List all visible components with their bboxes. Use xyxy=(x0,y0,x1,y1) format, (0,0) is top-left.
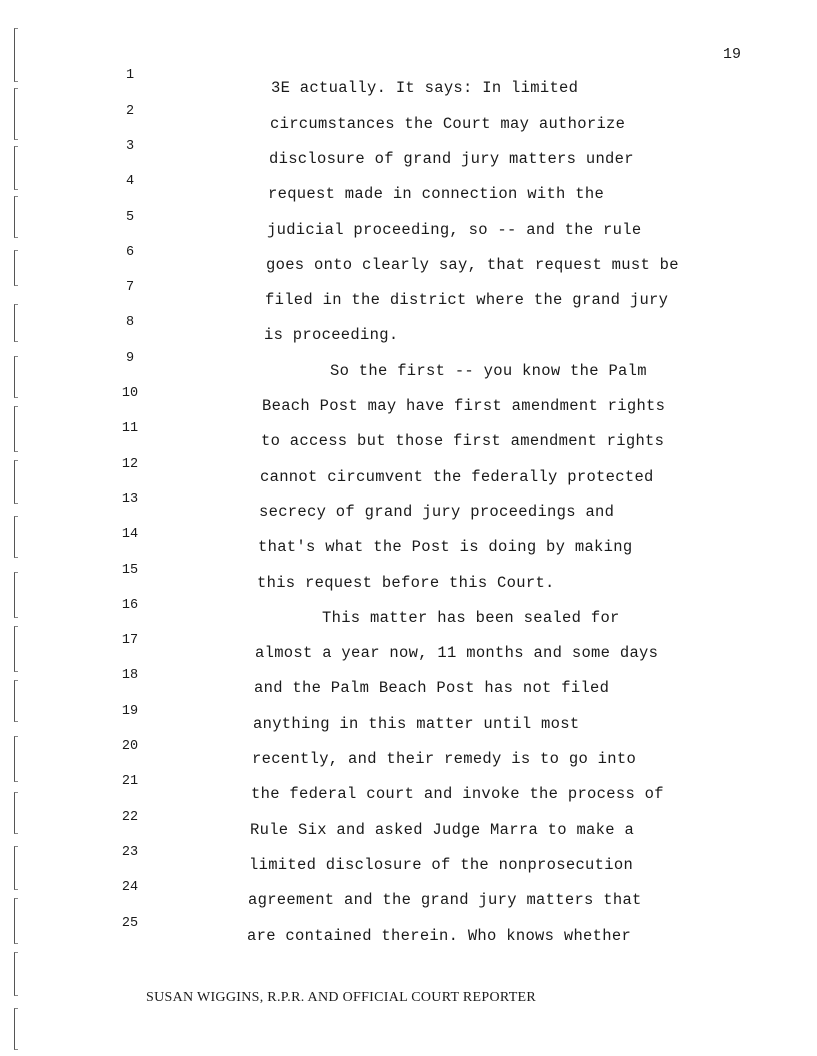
line-text: are contained therein. Who knows whether xyxy=(247,927,632,945)
line-number: 17 xyxy=(121,633,139,648)
line-number: 10 xyxy=(121,386,139,401)
transcript-line xyxy=(0,208,817,239)
transcript-line xyxy=(0,914,817,945)
page-footer: SUSAN WIGGINS, R.P.R. AND OFFICIAL COURT REPORTER xyxy=(146,990,537,1005)
line-number: 13 xyxy=(121,492,139,507)
transcript-line xyxy=(0,349,817,380)
line-number: 23 xyxy=(121,845,139,860)
line-text: Rule Six and asked Judge Marra to make a xyxy=(250,821,635,839)
line-number: 2 xyxy=(125,104,135,119)
transcript-line xyxy=(0,384,817,415)
transcript-line xyxy=(0,243,817,274)
transcript-line xyxy=(0,455,817,486)
transcript-line xyxy=(0,737,817,768)
transcript-line xyxy=(0,631,817,662)
transcript-line xyxy=(0,525,817,556)
line-text: disclosure of grand jury matters under xyxy=(269,150,634,168)
line-text: cannot circumvent the federally protected xyxy=(260,468,654,486)
line-number: 18 xyxy=(121,668,139,683)
transcript-line xyxy=(0,102,817,133)
line-text: agreement and the grand jury matters that xyxy=(248,891,642,909)
transcript-line xyxy=(0,808,817,839)
line-text: Beach Post may have first amendment rights xyxy=(262,397,666,415)
line-number: 9 xyxy=(125,351,135,366)
transcript-line xyxy=(0,278,817,309)
transcript-line xyxy=(0,313,817,344)
transcript-line xyxy=(0,702,817,733)
transcript-line xyxy=(0,772,817,803)
line-number: 15 xyxy=(121,563,139,578)
line-number: 11 xyxy=(121,421,139,436)
line-text: the federal court and invoke the process of xyxy=(251,785,664,803)
line-text: secrecy of grand jury proceedings and xyxy=(259,503,615,521)
transcript-line xyxy=(0,843,817,874)
line-text: goes onto clearly say, that request must be xyxy=(266,256,679,274)
line-text: this request before this Court. xyxy=(257,574,555,592)
line-text: and the Palm Beach Post has not filed xyxy=(254,679,610,697)
line-number: 22 xyxy=(121,810,139,825)
line-text: that's what the Post is doing by making xyxy=(258,538,633,556)
line-number: 16 xyxy=(121,598,139,613)
binding-mark xyxy=(14,952,18,996)
transcript-line xyxy=(0,878,817,909)
line-text: filed in the district where the grand jury xyxy=(265,291,669,309)
line-text: anything in this matter until most xyxy=(253,715,580,733)
transcript-line xyxy=(0,172,817,203)
line-number: 19 xyxy=(121,704,139,719)
binding-mark xyxy=(14,1008,18,1050)
line-text: This matter has been sealed for xyxy=(322,609,620,627)
line-text: So the first -- you know the Palm xyxy=(330,362,647,380)
line-number: 4 xyxy=(125,174,135,189)
line-text: is proceeding. xyxy=(264,326,399,344)
transcript-line xyxy=(0,561,817,592)
line-number: 24 xyxy=(121,880,139,895)
transcript-line xyxy=(0,666,817,697)
transcript-line xyxy=(0,596,817,627)
line-number: 1 xyxy=(125,68,135,83)
line-number: 6 xyxy=(125,245,135,260)
line-text: limited disclosure of the nonprosecution xyxy=(249,856,634,874)
transcript-line xyxy=(0,66,817,97)
line-text: almost a year now, 11 months and some days xyxy=(255,644,659,662)
line-number: 7 xyxy=(125,280,135,295)
transcript-line xyxy=(0,490,817,521)
line-text: judicial proceeding, so -- and the rule xyxy=(267,221,642,239)
line-number: 8 xyxy=(125,315,135,330)
line-text: request made in connection with the xyxy=(268,185,605,203)
line-text: to access but those first amendment rights xyxy=(261,432,665,450)
page-number: 19 xyxy=(723,46,742,63)
line-number: 25 xyxy=(121,916,139,931)
transcript-line xyxy=(0,419,817,450)
line-number: 5 xyxy=(125,210,135,225)
line-text: circumstances the Court may authorize xyxy=(270,115,626,133)
line-number: 12 xyxy=(121,457,139,472)
line-number: 3 xyxy=(125,139,135,154)
transcript-line xyxy=(0,137,817,168)
line-number: 21 xyxy=(121,774,139,789)
line-number: 14 xyxy=(121,527,139,542)
line-text: recently, and their remedy is to go into xyxy=(252,750,637,768)
line-number: 20 xyxy=(121,739,139,754)
line-text: 3E actually. It says: In limited xyxy=(271,79,579,97)
